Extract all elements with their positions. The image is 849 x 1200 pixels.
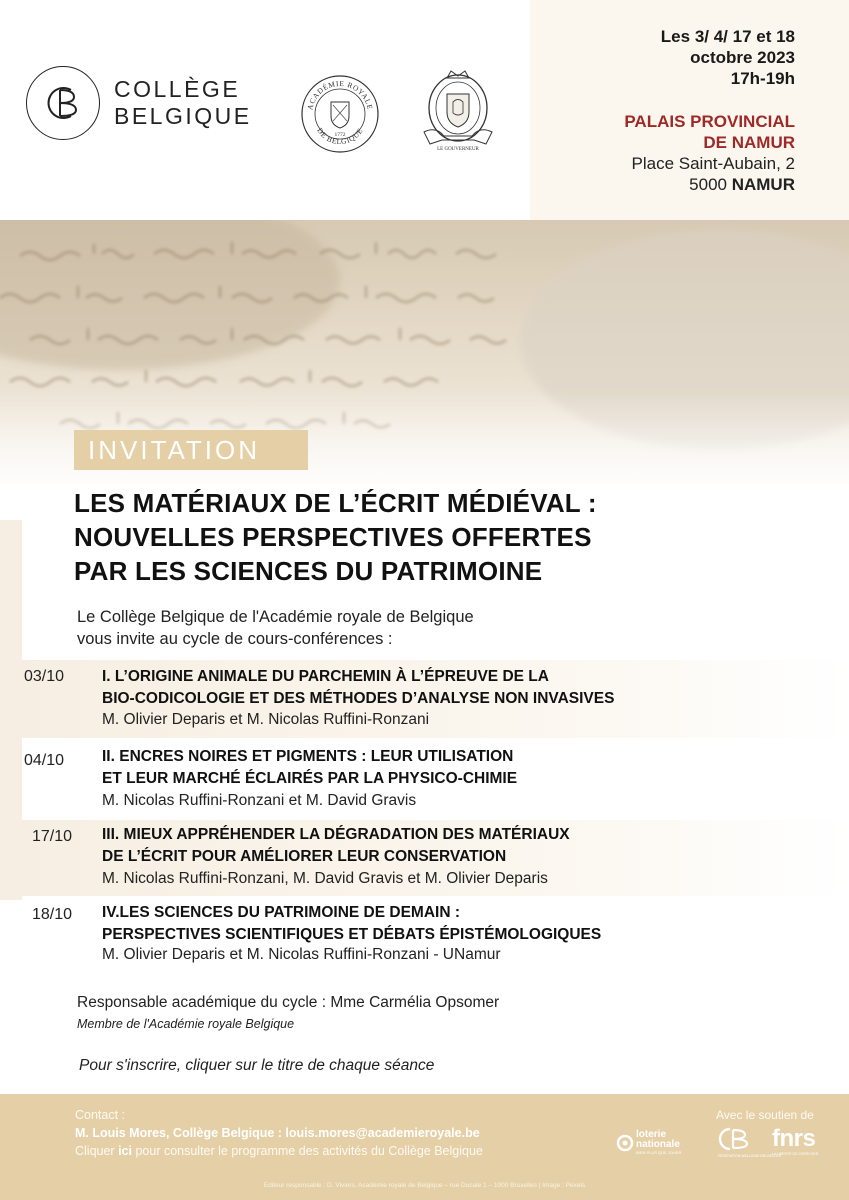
program-prefix: Cliquer bbox=[75, 1144, 119, 1158]
event-info bbox=[624, 26, 795, 195]
cb-monogram-icon bbox=[26, 66, 100, 140]
session-title-link[interactable] bbox=[102, 666, 614, 710]
contact-block bbox=[75, 1106, 483, 1160]
editor-note: Editeur responsable : D. Viviers, Académie royale de Belgique – rue Ducale 1 – 1000 Bruxelles | Image : Pexels bbox=[263, 1182, 586, 1189]
event-dates-line-1: Les 3/ 4/ 17 et 18 bbox=[660, 27, 795, 46]
intro-line-1: Le Collège Belgique de l'Académie royale de Belgique bbox=[77, 608, 474, 626]
seal-academie-bottom-text: DE BELGIQUE bbox=[315, 126, 365, 147]
federation-wallonie-bruxelles-logo bbox=[718, 1126, 782, 1158]
support-label: Avec le soutien de bbox=[716, 1108, 814, 1122]
academic-responsible-title: Membre de l'Académie royale Belgique bbox=[77, 1017, 295, 1031]
session-speakers: M. Nicolas Ruffini-Ronzani, M. David Gravis et M. Olivier Deparis bbox=[102, 870, 548, 887]
logo-line-1: COLLÈGE bbox=[114, 76, 241, 102]
session-title-line-1[interactable]: IV.LES SCIENCES DU PATRIMOINE DE DEMAIN : bbox=[102, 904, 460, 921]
invitation-label: INVITATION bbox=[74, 430, 308, 470]
contact-label: Contact : bbox=[75, 1108, 126, 1122]
session-title-link[interactable] bbox=[102, 902, 601, 946]
event-dates-line-2: octobre 2023 bbox=[690, 48, 795, 67]
session-1 bbox=[0, 660, 849, 738]
college-belgique-wordmark bbox=[114, 76, 252, 130]
program-line bbox=[75, 1142, 483, 1160]
session-date: 04/10 bbox=[24, 752, 65, 769]
program-link[interactable]: ici bbox=[118, 1144, 132, 1158]
registration-note: Pour s'inscrire, cliquer sur le titre de chaque séance bbox=[79, 1057, 435, 1074]
contact-email-link[interactable]: M. Louis Mores, Collège Belgique : louis.mores@academieroyale.be bbox=[75, 1126, 480, 1140]
fnrs-tagline: LA LIBERTÉ DE CHERCHER bbox=[772, 1152, 819, 1156]
footer bbox=[0, 1094, 849, 1200]
venue-address bbox=[624, 153, 795, 195]
fwb-icon bbox=[718, 1126, 750, 1152]
session-title-line-1[interactable]: I. L’ORIGINE ANIMALE DU PARCHEMIN À L’ÉPREUVE DE LA bbox=[102, 668, 549, 685]
title-line-3: PAR LES SCIENCES DU PATRIMOINE bbox=[74, 556, 543, 586]
address-city-line bbox=[624, 174, 795, 195]
event-dates bbox=[624, 26, 795, 89]
session-title-line-1[interactable]: III. MIEUX APPRÉHENDER LA DÉGRADATION DES MATÉRIAUX bbox=[102, 826, 570, 843]
loterie-icon bbox=[616, 1134, 634, 1152]
province-namur-seal bbox=[420, 66, 496, 163]
program-suffix: pour consulter le programme des activités du Collège Belgique bbox=[131, 1144, 483, 1158]
address-street: Place Saint-Aubain, 2 bbox=[631, 154, 795, 173]
title-line-1: LES MATÉRIAUX DE L’ÉCRIT MÉDIÉVAL : bbox=[74, 488, 597, 518]
session-4 bbox=[0, 898, 849, 976]
seal-province-text: LE GOUVERNEUR bbox=[437, 147, 479, 152]
session-date: 17/10 bbox=[32, 828, 73, 845]
session-speakers: M. Nicolas Ruffini-Ronzani et M. David Gravis bbox=[102, 792, 417, 809]
venue-line-1: PALAIS PROVINCIAL bbox=[624, 112, 795, 131]
loterie-word-1: loterie bbox=[636, 1129, 667, 1140]
seal-academie-top-text: ACADÉMIE ROYALE bbox=[305, 78, 375, 111]
fnrs-logo bbox=[772, 1126, 818, 1156]
venue-line-2: DE NAMUR bbox=[703, 133, 795, 152]
intro-line-2: vous invite au cycle de cours-conférences : bbox=[77, 630, 393, 648]
address-postal-code: 5000 bbox=[689, 175, 732, 194]
session-date: 03/10 bbox=[24, 668, 65, 685]
session-speakers: M. Olivier Deparis et M. Nicolas Ruffini-Ronzani bbox=[102, 711, 430, 728]
session-3 bbox=[0, 820, 849, 896]
session-title-line-2[interactable]: ET LEUR MARCHÉ ÉCLAIRÉS PAR LA PHYSICO-CHIMIE bbox=[102, 770, 518, 787]
session-title-link[interactable] bbox=[102, 824, 570, 868]
loterie-tagline: BIEN PLUS QUE JOUER bbox=[636, 1150, 682, 1155]
svg-text:ACADÉMIE ROYALE bbox=[305, 79, 374, 111]
event-venue bbox=[624, 111, 795, 153]
academic-responsible: Responsable académique du cycle : Mme Carmélia Opsomer bbox=[77, 994, 500, 1011]
session-2 bbox=[0, 740, 849, 818]
session-title-line-2[interactable]: PERSPECTIVES SCIENTIFIQUES ET DÉBATS ÉPISTÉMOLOGIQUES bbox=[102, 926, 602, 943]
session-title-line-2[interactable]: BIO-CODICOLOGIE ET DES MÉTHODES D’ANALYSE NON INVASIVES bbox=[102, 690, 615, 707]
logo-line-2: BELGIQUE bbox=[114, 103, 252, 129]
fnrs-word: fnrs bbox=[772, 1125, 816, 1152]
event-time: 17h-19h bbox=[730, 69, 795, 88]
seal-academie-year: 1772 bbox=[334, 132, 346, 138]
session-title-line-1[interactable]: II. ENCRES NOIRES ET PIGMENTS : LEUR UTILISATION bbox=[102, 748, 514, 765]
college-belgique-logo[interactable] bbox=[26, 66, 252, 140]
session-title-line-2[interactable]: DE L’ÉCRIT POUR AMÉLIORER LEUR CONSERVATION bbox=[102, 848, 507, 865]
loterie-word-2: nationale bbox=[636, 1139, 680, 1150]
session-date: 18/10 bbox=[32, 906, 73, 923]
page-title bbox=[74, 486, 597, 588]
title-line-2: NOUVELLES PERSPECTIVES OFFERTES bbox=[74, 522, 592, 552]
address-city: NAMUR bbox=[731, 175, 795, 194]
session-speakers: M. Olivier Deparis et M. Nicolas Ruffini-Ronzani - UNamur bbox=[102, 946, 501, 963]
academie-royale-seal bbox=[300, 74, 380, 159]
session-title-link[interactable] bbox=[102, 746, 517, 790]
fwb-label: FÉDÉRATION WALLONIE-BRUXELLES bbox=[718, 1154, 782, 1158]
intro-text bbox=[77, 606, 474, 650]
